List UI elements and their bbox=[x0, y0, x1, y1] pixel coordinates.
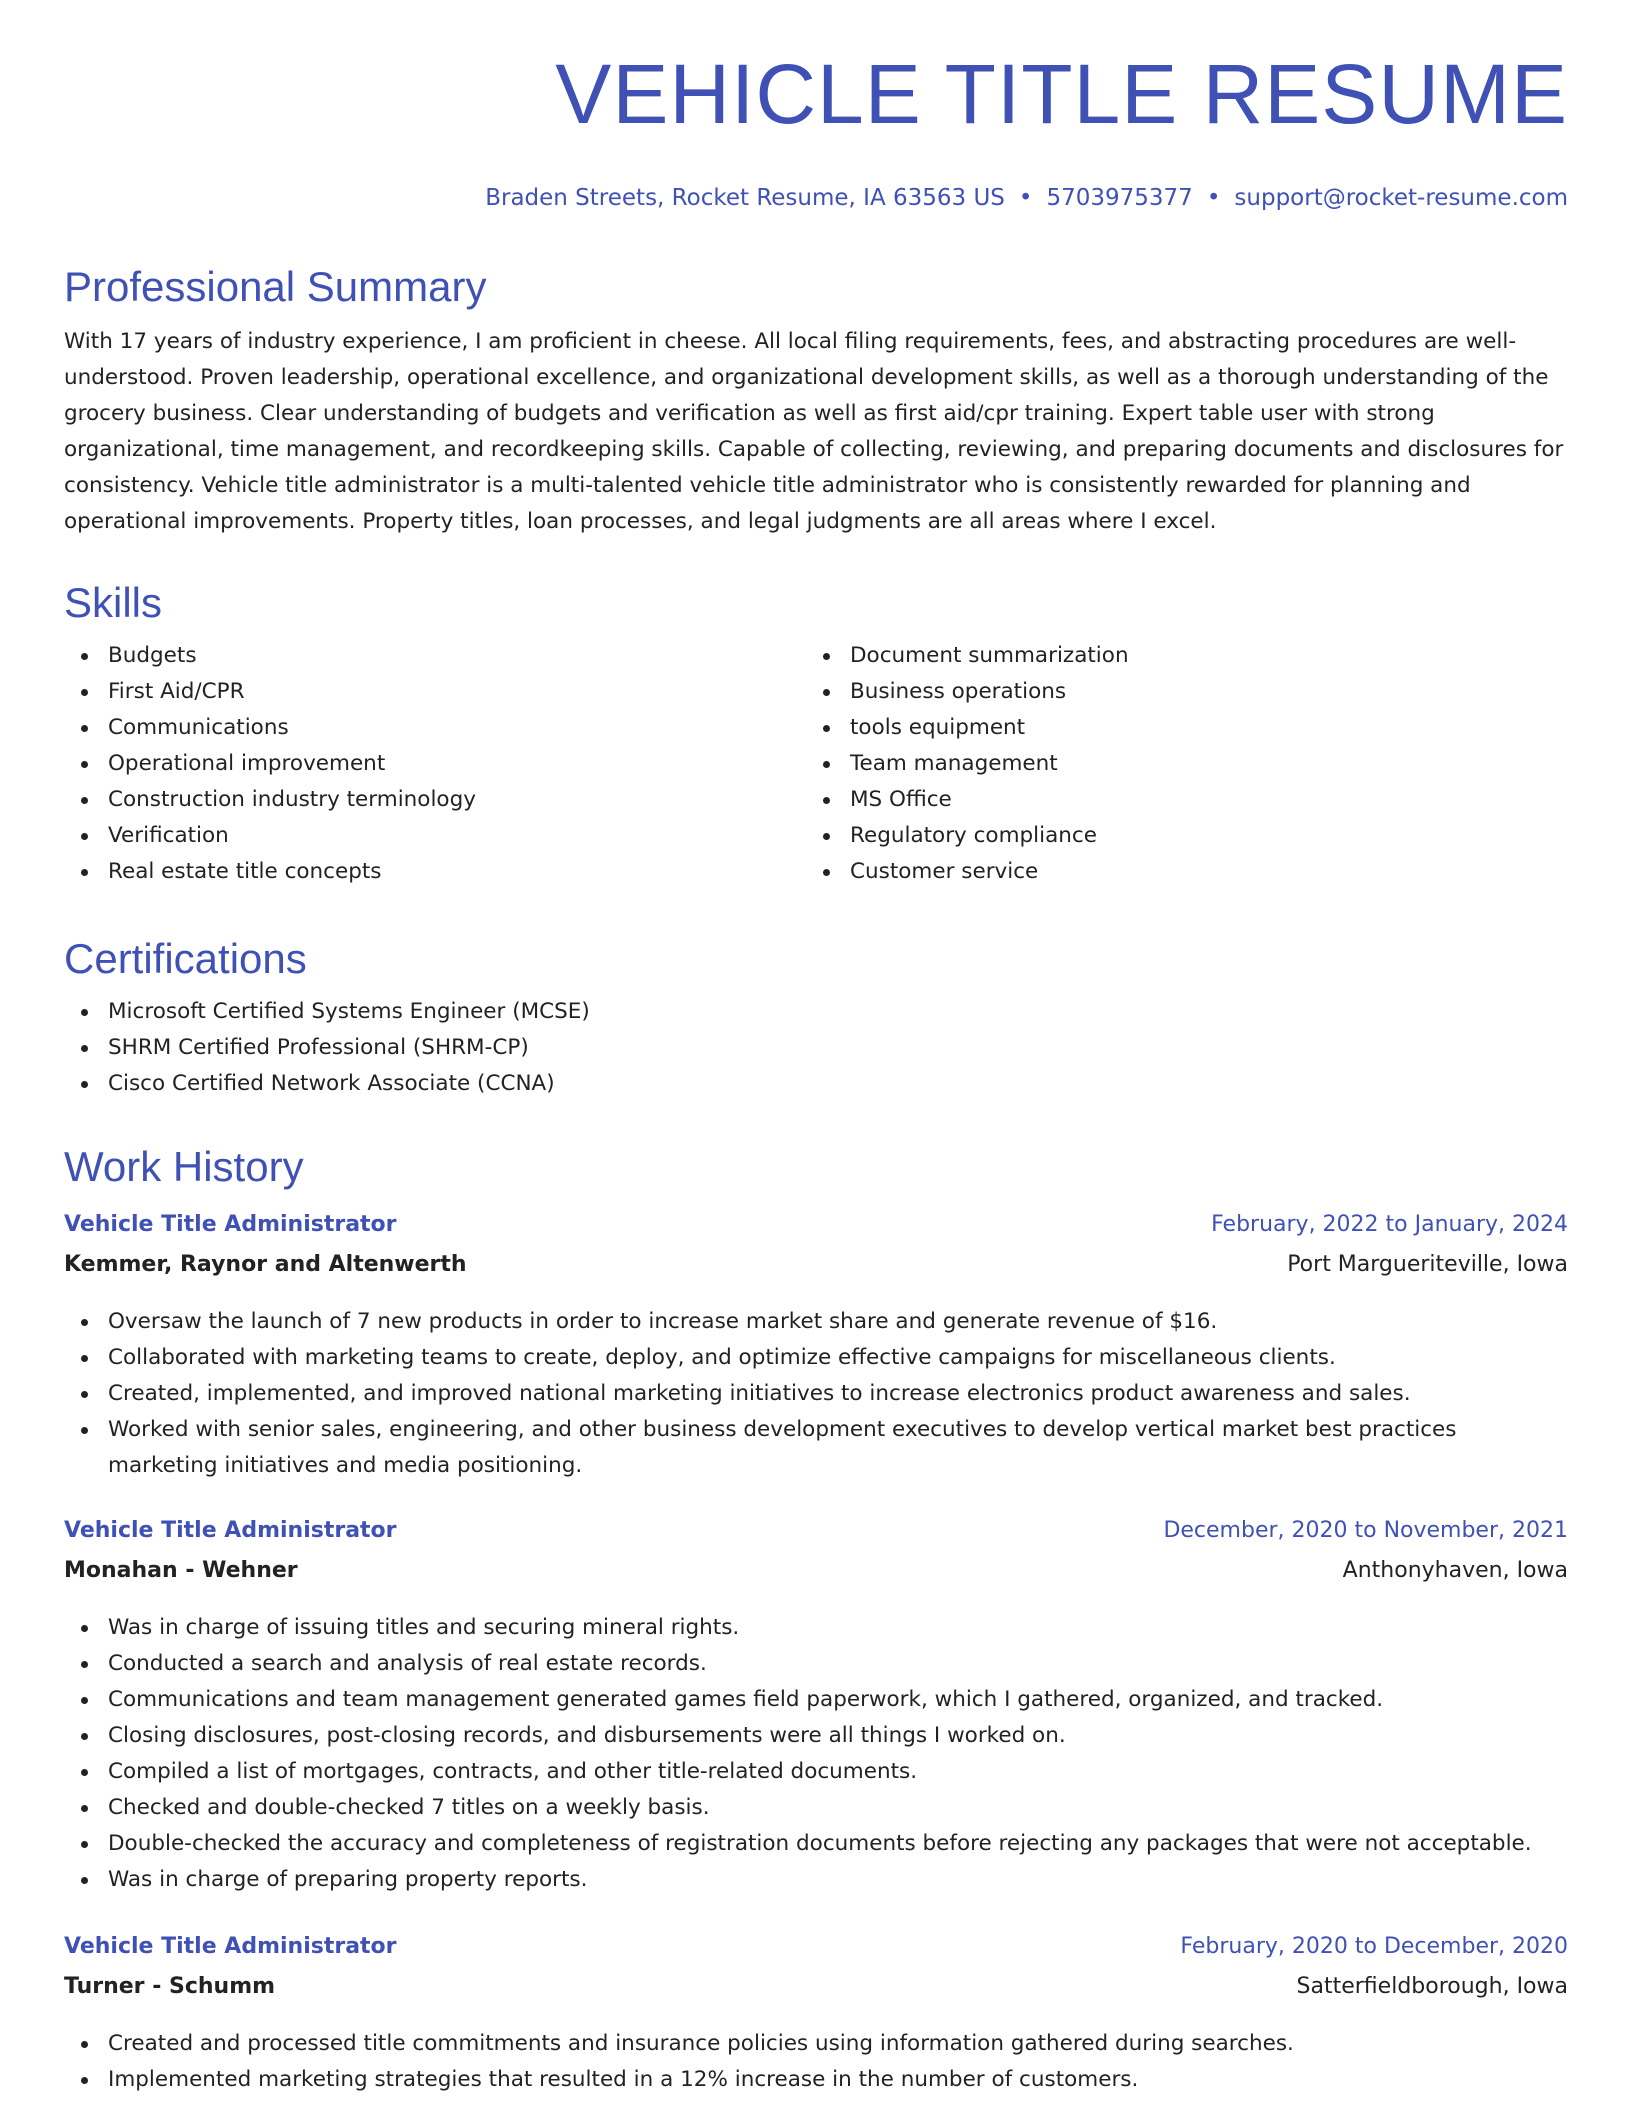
job-company: Monahan - Wehner bbox=[64, 1558, 298, 1583]
skill-item: Document summarization bbox=[806, 638, 1548, 674]
job-company-row bbox=[64, 1974, 1568, 2014]
job-bullet: Was in charge of issuing titles and securing mineral rights. bbox=[64, 1610, 1568, 1646]
job-company-row bbox=[64, 1252, 1568, 1292]
summary-text: With 17 years of industry experience, I am proficient in cheese. All local filing requirements, fees, and abstracting procedures are well-understood. Proven leadership, operational excellence, and organizational development skills, as well as a thorough understanding of the grocery business. Clear understanding of budgets and verification as well as first aid/cpr training. Expert table user with strong organizational, time management, and recordkeeping skills. Capable of collecting, reviewing, and preparing documents and disclosures for consistency. Vehicle title administrator is a multi-talented vehicle title administrator who is consistently rewarded for planning and operational improvements. Property titles, loan processes, and legal judgments are all areas where I excel. bbox=[64, 329, 1564, 534]
skill-item: Team management bbox=[806, 746, 1548, 782]
skills-columns bbox=[64, 638, 1568, 890]
resume-title: VEHICLE TITLE RESUME bbox=[555, 47, 1568, 141]
job-bullet: Worked with senior sales, engineering, and other business development executives to develop vertical market best practices marketing initiatives and media positioning. bbox=[64, 1412, 1568, 1484]
skill-item: Operational improvement bbox=[64, 746, 806, 782]
job-entry bbox=[64, 1518, 1568, 1898]
job-bullet-list bbox=[64, 1304, 1568, 1484]
summary-section bbox=[64, 262, 1568, 540]
certification-item: Microsoft Certified Systems Engineer (MCSE) bbox=[64, 994, 1568, 1030]
skill-item: Verification bbox=[64, 818, 806, 854]
job-bullet: Created and processed title commitments and insurance policies using information gathered during searches. bbox=[64, 2026, 1568, 2062]
job-bullet: Oversaw the launch of 7 new products in order to increase market share and generate revenue of $16. bbox=[64, 1304, 1568, 1340]
job-company-row bbox=[64, 1558, 1568, 1598]
skills-list-right bbox=[806, 638, 1548, 890]
skill-item: Real estate title concepts bbox=[64, 854, 806, 890]
summary-heading: Professional Summary bbox=[64, 263, 487, 310]
contact-line bbox=[485, 182, 1568, 214]
skill-item: Regulatory compliance bbox=[806, 818, 1548, 854]
job-bullet: Checked and double-checked 7 titles on a weekly basis. bbox=[64, 1790, 1568, 1826]
skills-list-left bbox=[64, 638, 806, 890]
skill-item: MS Office bbox=[806, 782, 1548, 818]
job-title-row bbox=[64, 1212, 1568, 1252]
contact-address: Braden Streets, Rocket Resume, IA 63563 US bbox=[485, 185, 1005, 211]
job-location: Anthonyhaven, Iowa bbox=[1342, 1558, 1568, 1583]
job-bullet-list bbox=[64, 2026, 1568, 2098]
certification-item: SHRM Certified Professional (SHRM-CP) bbox=[64, 1030, 1568, 1066]
certifications-section bbox=[64, 934, 1568, 1102]
job-entry bbox=[64, 1212, 1568, 1484]
certification-item: Cisco Certified Network Associate (CCNA) bbox=[64, 1066, 1568, 1102]
contact-phone: 5703975377 bbox=[1046, 185, 1193, 211]
skill-item: Communications bbox=[64, 710, 806, 746]
skill-item: First Aid/CPR bbox=[64, 674, 806, 710]
skills-heading: Skills bbox=[64, 579, 163, 626]
skill-item: Budgets bbox=[64, 638, 806, 674]
job-bullet: Was in charge of preparing property reports. bbox=[64, 1862, 1568, 1898]
job-bullet: Created, implemented, and improved national marketing initiatives to increase electronics product awareness and sales. bbox=[64, 1376, 1568, 1412]
job-bullet: Conducted a search and analysis of real estate records. bbox=[64, 1646, 1568, 1682]
job-dates: February, 2022 to January, 2024 bbox=[1211, 1212, 1568, 1237]
skill-item: Business operations bbox=[806, 674, 1548, 710]
skill-item: tools equipment bbox=[806, 710, 1548, 746]
contact-email: support@rocket-resume.com bbox=[1234, 185, 1568, 211]
skill-item: Customer service bbox=[806, 854, 1548, 890]
job-company: Turner - Schumm bbox=[64, 1974, 276, 1999]
contact-separator: • bbox=[1018, 185, 1033, 211]
job-title-row bbox=[64, 1934, 1568, 1974]
job-title: Vehicle Title Administrator bbox=[64, 1212, 397, 1237]
job-entry bbox=[64, 1934, 1568, 2098]
certifications-heading: Certifications bbox=[64, 935, 307, 982]
job-bullet: Collaborated with marketing teams to create, deploy, and optimize effective campaigns for miscellaneous clients. bbox=[64, 1340, 1568, 1376]
work-history-heading: Work History bbox=[64, 1143, 304, 1190]
job-bullet: Compiled a list of mortgages, contracts, and other title-related documents. bbox=[64, 1754, 1568, 1790]
job-bullet: Communications and team management generated games field paperwork, which I gathered, organized, and tracked. bbox=[64, 1682, 1568, 1718]
skill-item: Construction industry terminology bbox=[64, 782, 806, 818]
job-bullet-list bbox=[64, 1610, 1568, 1898]
job-company: Kemmer, Raynor and Altenwerth bbox=[64, 1252, 467, 1277]
job-title-row bbox=[64, 1518, 1568, 1558]
certifications-list bbox=[64, 994, 1568, 1102]
job-dates: February, 2020 to December, 2020 bbox=[1180, 1934, 1568, 1959]
contact-separator: • bbox=[1206, 185, 1221, 211]
job-title: Vehicle Title Administrator bbox=[64, 1934, 397, 1959]
job-location: Satterfieldborough, Iowa bbox=[1296, 1974, 1568, 1999]
job-bullet: Closing disclosures, post-closing records, and disbursements were all things I worked on. bbox=[64, 1718, 1568, 1754]
skills-section bbox=[64, 578, 1568, 890]
job-dates: December, 2020 to November, 2021 bbox=[1163, 1518, 1568, 1543]
job-bullet: Implemented marketing strategies that resulted in a 12% increase in the number of customers. bbox=[64, 2062, 1568, 2098]
job-title: Vehicle Title Administrator bbox=[64, 1518, 397, 1543]
job-bullet: Double-checked the accuracy and completeness of registration documents before rejecting any packages that were not acceptable. bbox=[64, 1826, 1568, 1862]
work-history-section bbox=[64, 1142, 1568, 1192]
job-location: Port Margueriteville, Iowa bbox=[1287, 1252, 1568, 1277]
